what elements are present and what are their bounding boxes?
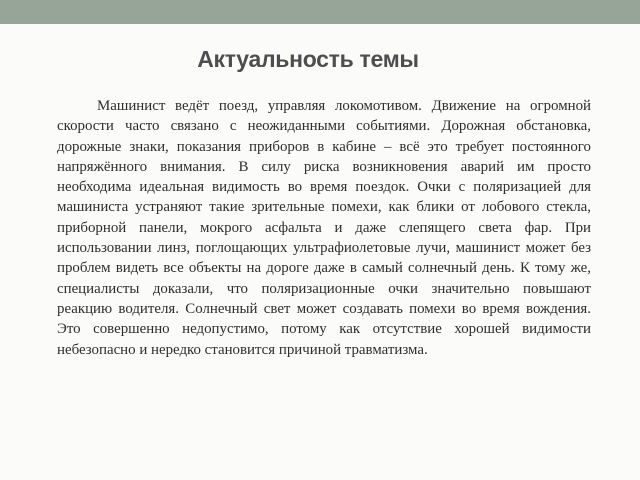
slide-title: Актуальность темы: [197, 46, 419, 72]
slide-body-text: Машинист ведёт поезд, управляя локомотивом. Движение на огромной скорости часто связано с неожиданными событиями. Дорожная обстановка, дорожные знаки, показания приборов в кабине – всё это требует постоянного напряжённого внимания. В силу риска возникновения аварий им просто необходима идеальная видимость во время поездок. Очки с поляризацией для машиниста устраняют такие зрительные помехи, как блики от лобового стекла, приборной панели, мокрого асфальта и даже слепящего света фар. При использовании линз, поглощающих ультрафиолетовые лучи, машинист может без проблем видеть все объекты на дороге даже в самый солнечный день. К тому же, специалисты доказали, что поляризационные очки значительно повышают реакцию водителя. Солнечный свет может создавать помехи во время вождения. Это совершенно недопустимо, потому как отсутствие хорошей видимости небезопасно и нередко становится причиной травматизма.: [57, 98, 591, 358]
top-decorative-band: [0, 0, 640, 24]
